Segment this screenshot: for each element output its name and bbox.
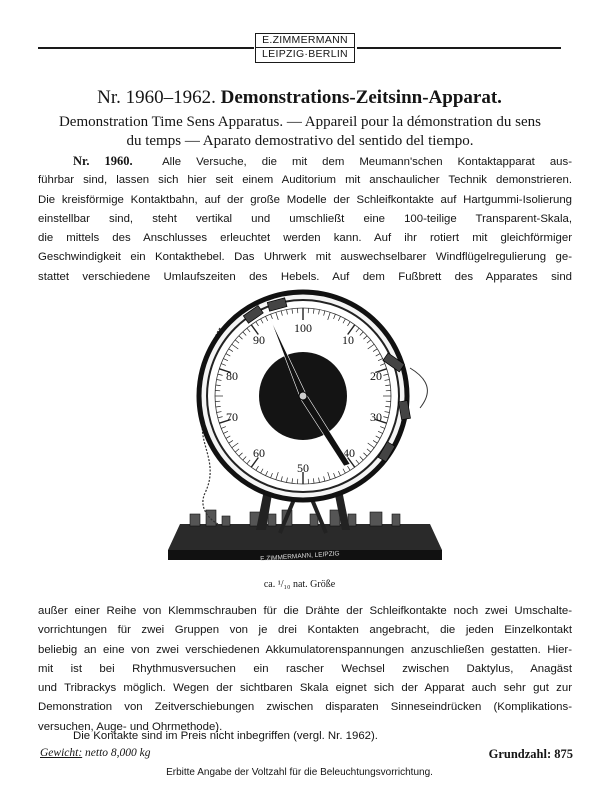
dial-number: 50 [297,461,309,475]
paragraph-1 [38,171,572,287]
dial-number: 80 [226,369,238,383]
paragraph-1-line: führbar sind, lassen sich hier seit einem Auditorium mit anschaulicher Technik demonstrieren. [38,174,572,187]
paragraph-1-line: stattet verschiedene Umlaufszeiten des Hebels. Auf dem Fußbrett des Apparates sind [38,270,572,283]
paragraph-1-first-line [73,152,572,171]
weight-label: Gewicht: [40,747,83,759]
paragraph-3: Die Kontakte sind im Preis nicht inbegriffen (vergl. Nr. 1962). [73,730,378,742]
page-title [0,87,599,109]
paragraph-2-line: mit ist bei Rhythmusversuchen ein rascher Wechsel zwischen Daktylus, Anagäst [38,662,572,675]
paragraph-2-line: vorrichtungen für zwei Gruppen von je drei Kontakten angebracht, die jeden Einzelkontakt [38,624,572,637]
dial-number: 100 [294,321,312,335]
paragraph-1-line: einstellbar sind, steht vertikal und umschließt eine 100-teilige Transparent-Skala, [38,212,572,225]
paragraph-1-line: Geschwindigkeit ein Kontakthebel. Das Uhrwerk mit auswechselbarer Windflügelregulierung ge- [38,251,572,264]
paragraph-1-line: die mittels des Anschlusses erleuchtet werden kann. Auf ihr rotiert mit gleichförmiger [38,232,572,245]
weight-value: netto 8,000 kg [85,747,151,759]
hand-pivot [299,392,307,400]
weight-info [40,747,151,759]
paragraph-2-line: Demonstration von Zeitverschiebungen zwischen disparaten Sinneseindrücken (Komplikations- [38,701,572,714]
dial-number: 10 [342,333,354,347]
dial-number: 90 [253,333,265,347]
figure-caption: ca. ¹/₁₀ nat. Größe [263,579,336,590]
paragraph-1-line: Alle Versuche, die mit dem Meumann'schen Kontaktapparat aus- [162,156,572,168]
terminal-screws [190,510,400,526]
title-number: Nr. 1960–1962. [97,87,216,108]
dial-number: 20 [370,369,382,383]
dial-number: 70 [226,410,238,424]
title-name: Demonstrations-Zeitsinn-Apparat. [220,87,502,108]
base-board-top [168,524,442,550]
header-rule-right [357,47,561,49]
paragraph-2-line: beliebig an eine von zwei verschiedenen Akkumulatorenspannungen anzuschließen gestatten. Hier- [38,643,572,656]
paragraph-lead: Nr. 1960. [73,154,133,168]
paragraph-2 [38,602,572,737]
apparatus-illustration [160,288,450,573]
paragraph-1-line: Die kreisförmige Kontaktbahn, auf der große Modelle der Schleifkontakte auf Hartgummi-Isolierung [38,193,572,206]
footer-note: Erbitte Angabe der Voltzahl für die Beleuchtungsvorrichtung. [166,767,433,778]
logo-line-2: LEIPZIG·BERLIN [262,48,348,60]
grundzahl: Grundzahl: 875 [488,747,573,761]
paragraph-2-line: außer einer Reihe von Klemmschrauben für die Drähte der Schleifkontakte noch zwei Umschalte- [38,605,572,617]
company-logo [255,33,355,63]
dial-number: 60 [253,446,265,460]
dial-number: 30 [370,410,382,424]
base-label: E.ZIMMERMANN, LEIPZIG [260,550,340,563]
paragraph-2-line: versuchen, Auge- und Ohrmethode). [38,720,223,733]
subtitle-line-2: du temps — Aparato demostrativo del sentido del tiempo. [126,133,474,149]
dial-number: 40 [343,446,355,460]
header-rule-left [38,47,254,49]
subtitle-line-1: Demonstration Time Sens Apparatus. — Appareil pour la démonstration du sens [58,114,542,130]
wire-right [410,368,427,408]
paragraph-2-line: und Tribrackys möglich. Wegen der sichtbaren Skala eignet sich der Apparat auch sehr gut zur [38,682,572,695]
logo-line-1: E.ZIMMERMANN [256,34,354,48]
